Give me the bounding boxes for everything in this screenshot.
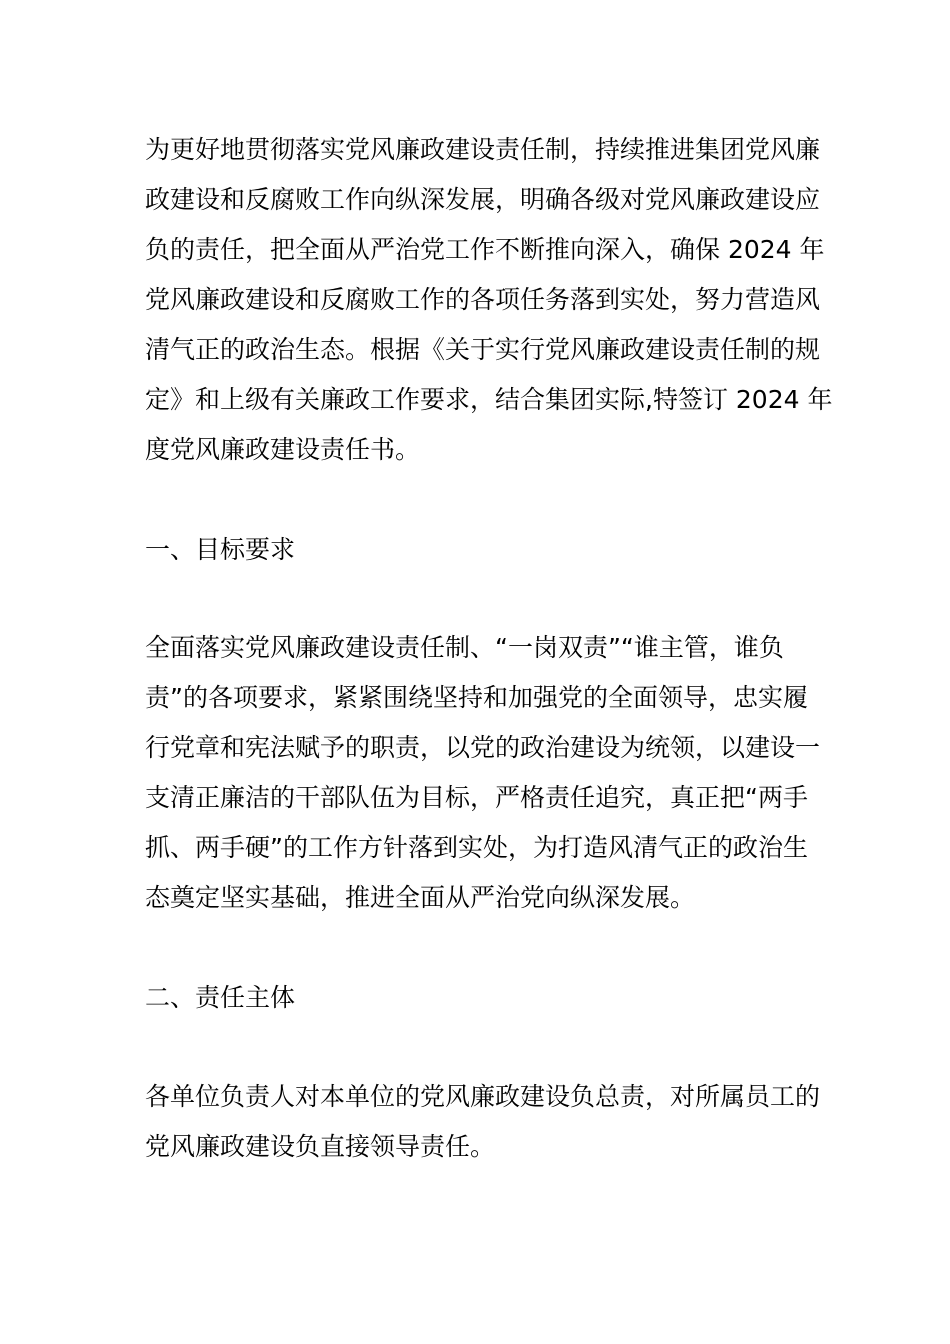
section2-line-2: 党风廉政建设负直接领导责任。 — [145, 1132, 496, 1161]
section1-heading: 一、目标要求 — [145, 535, 296, 564]
section2-heading: 二、责任主体 — [145, 983, 296, 1012]
section1-line-4: 支清正廉洁的干部队伍为目标，严格责任追究，真正把“两手 — [145, 783, 808, 812]
intro-line-6: 定》和上级有关廉政工作要求，结合集团实际,特签订 2024 年 — [145, 385, 833, 414]
section2-line-1: 各单位负责人对本单位的党风廉政建设负总责，对所属员工的 — [145, 1082, 821, 1111]
section1-line-3: 行党章和宪法赋予的职责，以党的政治建设为统领，以建设一 — [145, 733, 821, 762]
section1-line-1: 全面落实党风廉政建设责任制、“一岗双责”“谁主管，谁负 — [145, 633, 784, 662]
intro-line-4: 党风廉政建设和反腐败工作的各项任务落到实处，努力营造风 — [145, 285, 821, 314]
intro-line-7: 度党风廉政建设责任书。 — [145, 435, 421, 464]
intro-line-2: 政建设和反腐败工作向纵深发展，明确各级对党风廉政建设应 — [145, 185, 821, 214]
intro-line-5: 清气正的政治生态。根据《关于实行党风廉政建设责任制的规 — [145, 335, 821, 364]
intro-line-1: 为更好地贯彻落实党风廉政建设责任制，持续推进集团党风廉 — [145, 135, 821, 164]
section1-line-5: 抓、两手硬”的工作方针落到实处，为打造风清气正的政治生 — [145, 833, 808, 862]
section1-line-2: 责”的各项要求，紧紧围绕坚持和加强党的全面领导，忠实履 — [145, 683, 808, 712]
section1-line-6: 态奠定坚实基础，推进全面从严治党向纵深发展。 — [145, 883, 696, 912]
intro-line-3: 负的责任，把全面从严治党工作不断推向深入，确保 2024 年 — [145, 235, 825, 264]
